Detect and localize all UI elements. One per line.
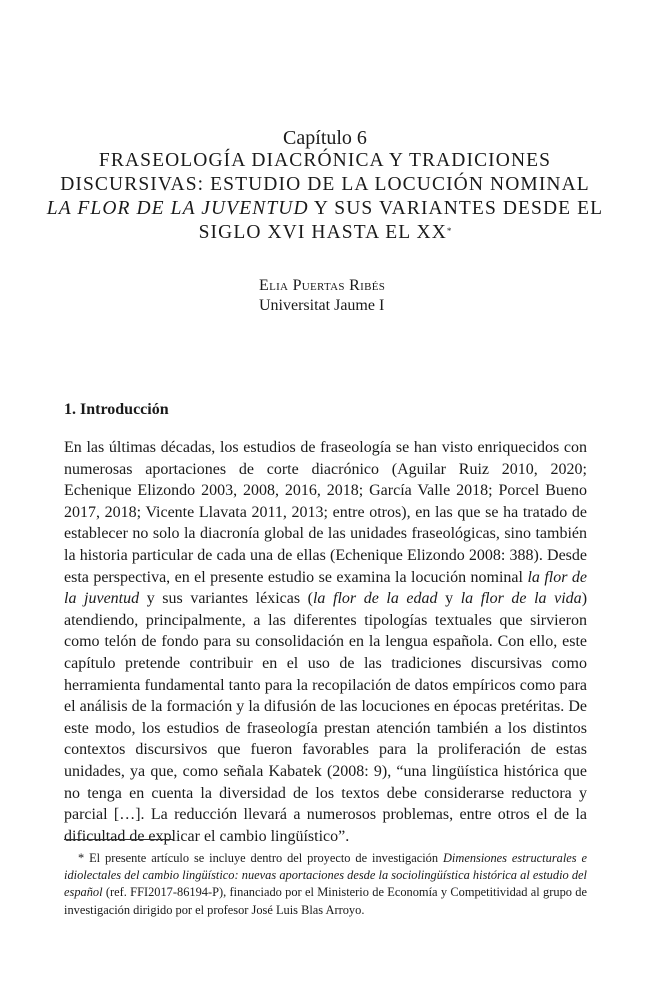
title-line-3: Y SUS VARIANTES DESDE EL (308, 198, 604, 219)
chapter-title (40, 149, 610, 245)
title-line-2: DISCURSIVAS: ESTUDIO DE LA LOCUCIÓN NOMINAL (60, 174, 590, 195)
author-name: Elia Puertas Ribés (259, 277, 386, 294)
footnote-marker[interactable]: * (446, 226, 452, 236)
title-italic-phrase: LA FLOR DE LA JUVENTUD (46, 198, 309, 219)
body-text-2: y sus variantes léxicas ( (139, 590, 313, 608)
body-text-1: En las últimas décadas, los estudios de fraseología se han visto enriquecidos con numerosas aportaciones de corte diacrónico (Aguilar Ruiz 2010, 2020; Echenique Elizondo 2003, 2008, 2016, 2018; García Valle 2018; Porcel Bueno 2017, 2018; Vicente Llavata 2011, 2013; entre otros), en las que se ha tratado de establecer no solo la diacronía global de las unidades fraseológicas, sino también la historia particular de cada una de ellas (Echenique Elizondo 2008: 388). Desde esta perspectiva, en el presente estudio se examina la locución nominal (64, 439, 587, 586)
author-affiliation: Universitat Jaume I (259, 297, 385, 314)
footnote-text-1: * El presente artículo se incluye dentro del proyecto de investigación (78, 851, 443, 865)
body-text-3: y (437, 590, 461, 608)
chapter-label: Capítulo 6 (283, 127, 367, 149)
title-line-1: FRASEOLOGÍA DIACRÓNICA Y TRADICIONES (98, 150, 552, 171)
footnote-divider (64, 839, 174, 840)
footnote-text-2: (ref. FFI2017-86194-P), financiado por el Ministerio de Economía y Competitividad al grupo de investigación dirigido por el profesor José Luis Blas Arroyo. (64, 885, 587, 917)
italic-phrase-1: la flor de la juventud (64, 568, 587, 608)
italic-phrase-2: la flor de la edad (312, 590, 438, 608)
italic-phrase-3: la flor de la vida (460, 590, 582, 608)
body-paragraph (64, 437, 587, 847)
author-block (259, 276, 385, 316)
footnote (64, 850, 587, 919)
body-text-4: ) atendiendo, principalmente, a las diferentes tipologías textuales que sirvieron como telón de fondo para su consolidación en la lengua española. Con ello, este capítulo pretende contribuir en el uso de las tradiciones discursivas como herramienta fundamental tanto para la recopilación de datos empíricos como para el análisis de la formación y la difusión de las locuciones en épocas pretéritas. De este modo, los estudios de fraseología prestan atención también a los distintos contextos discursivos que fueron favorables para la proliferación de estas unidades, ya que, como señala Kabatek (2008: 9), “una lingüística histórica que no tenga en cuenta la diversidad de los textos debe considerarse reductora y parcial […]. La reducción llevará a numerosos problemas, entre otros el de la dificultad de explicar el cambio lingüístico”. (64, 590, 588, 845)
section-heading: 1. Introducción (64, 401, 169, 418)
footnote-project-title: Dimensiones estructurales e idiolectales del cambio lingüístico: nuevas aportaciones desde la sociolingüística histórica al estudio del español (64, 851, 588, 900)
title-line-4: SIGLO XVI HASTA EL XX (198, 222, 447, 243)
